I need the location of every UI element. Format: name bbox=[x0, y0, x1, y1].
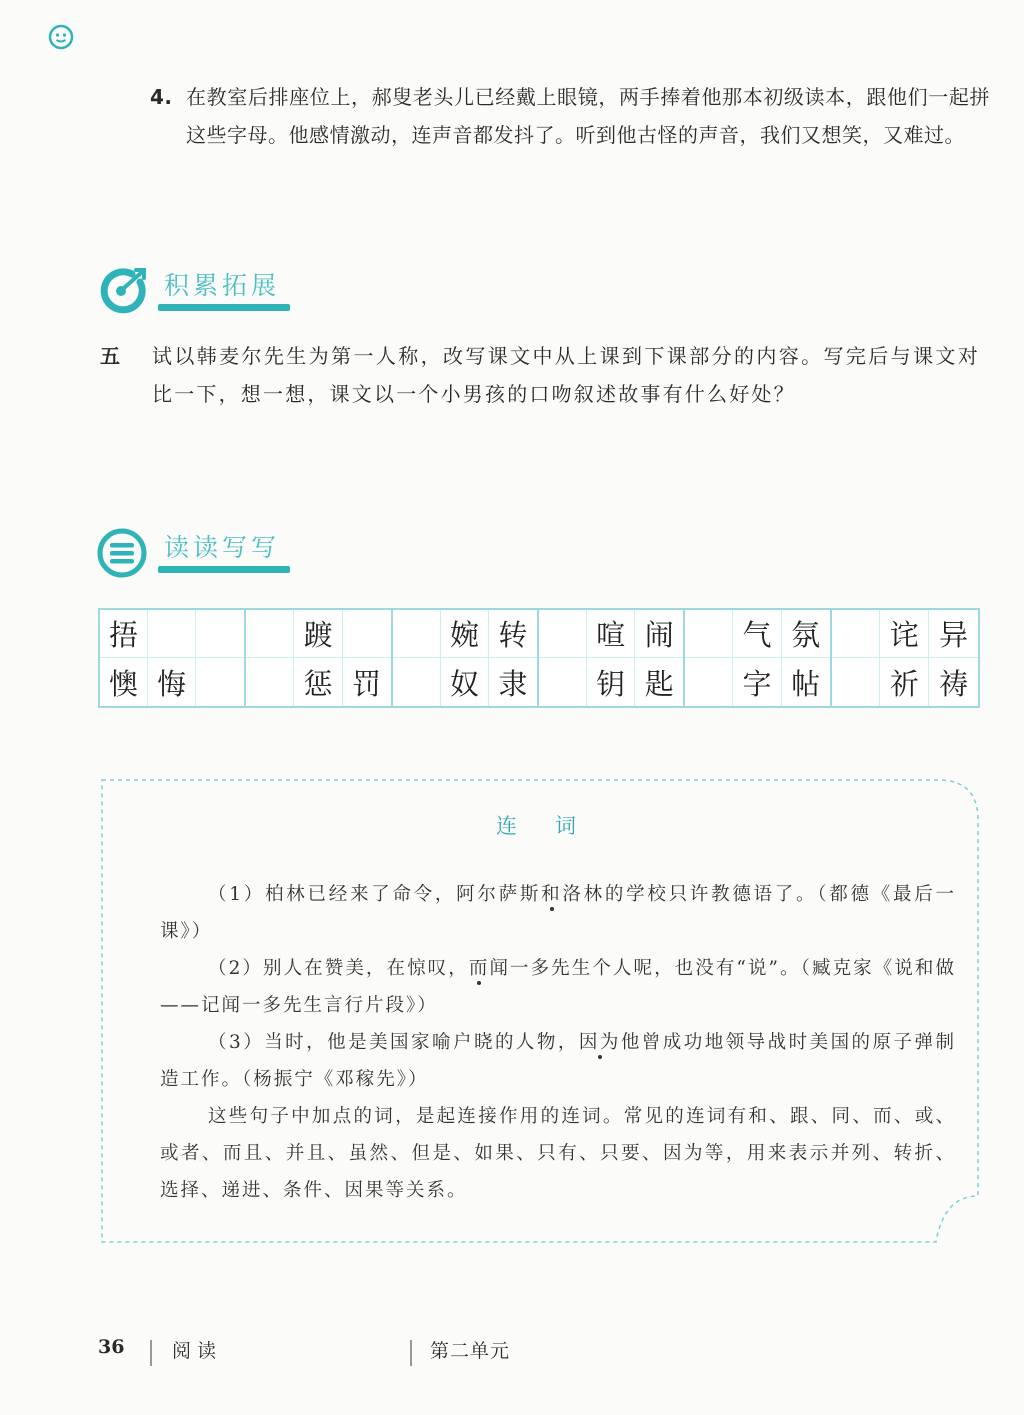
vocab-cell bbox=[246, 658, 294, 706]
vocab-cell bbox=[685, 610, 733, 658]
vocab-cell: 捂 bbox=[100, 610, 148, 658]
list-icon bbox=[96, 526, 150, 580]
vocab-cell: 悔 bbox=[148, 658, 196, 706]
vocab-cell bbox=[393, 658, 441, 706]
vocab-cell: 懊 bbox=[100, 658, 148, 706]
vocab-cell bbox=[539, 658, 587, 706]
section-read-write-title: 读读写写 bbox=[164, 533, 281, 562]
vocab-cell: 氛 bbox=[782, 610, 830, 658]
vocab-cell bbox=[832, 610, 881, 658]
vocab-cell: 踱 bbox=[294, 610, 342, 658]
box-summary bbox=[160, 1098, 956, 1209]
vocab-cell bbox=[343, 610, 391, 658]
vocab-cell: 惩 bbox=[294, 658, 342, 706]
vocab-group bbox=[246, 610, 392, 706]
example-label: （1） bbox=[208, 884, 265, 905]
section-accumulate-icon bbox=[96, 264, 150, 318]
question-5-number: 五 bbox=[100, 344, 123, 368]
vocabulary-grid bbox=[98, 608, 980, 708]
example-text: 当时，他是美国家喻户晓的人物， bbox=[264, 1032, 579, 1053]
example-label: （3） bbox=[208, 1032, 265, 1053]
vocab-cell: 喧 bbox=[587, 610, 635, 658]
vocab-cell bbox=[196, 658, 244, 706]
example-text: 别人在赞美，在惊叹， bbox=[263, 958, 469, 979]
vocab-cell: 气 bbox=[733, 610, 781, 658]
footer-divider bbox=[410, 1340, 412, 1366]
example-2 bbox=[160, 950, 956, 1024]
question-4-number: 4. bbox=[150, 85, 173, 109]
page-number: 36 bbox=[98, 1336, 125, 1358]
vocab-cell: 祷 bbox=[939, 666, 969, 701]
footer-section: 阅读 bbox=[172, 1340, 223, 1362]
vocab-cell: 隶 bbox=[498, 666, 528, 701]
vocab-cell bbox=[246, 610, 294, 658]
vocab-cell bbox=[393, 610, 441, 658]
vocab-cell bbox=[148, 610, 196, 658]
summary-text: 这些句子中加点的词，是起连接作用的连词。常见的连词有和、跟、同、而、或、或者、而且、并且、虽然、但是、如果、只有、只要、因为等，用来表示并列、转折、选择、递进、条件、因果等关系。 bbox=[160, 1106, 956, 1201]
section-header-accumulate bbox=[96, 262, 356, 322]
box-title-char: 连 bbox=[496, 814, 555, 838]
dotted-connective: 而 bbox=[468, 958, 490, 979]
vocab-cell bbox=[685, 658, 733, 706]
vocab-cell: 字 bbox=[733, 658, 781, 706]
vocab-cell bbox=[832, 658, 881, 706]
connectives-info-box bbox=[98, 776, 982, 1246]
question-5-text: 试以韩麦尔先生为第一人称，改写课文中从上课到下课部分的内容。写完后与课文对比一下，想一想，课文以一个小男孩的口吻叙述故事有什么好处？ bbox=[152, 344, 980, 406]
question-5 bbox=[100, 337, 980, 413]
vocab-cell bbox=[196, 610, 244, 658]
box-title bbox=[98, 810, 982, 840]
vocab-cell: 帖 bbox=[791, 666, 821, 701]
vocab-group bbox=[393, 610, 539, 706]
vocab-cell bbox=[539, 610, 587, 658]
vocab-cell: 奴 bbox=[441, 658, 489, 706]
example-text: 洛林的学校只许教德语了。（都德《最后一课》） bbox=[160, 884, 956, 942]
footer-unit: 第二单元 bbox=[430, 1340, 511, 1362]
vocab-group bbox=[685, 610, 831, 706]
example-text: 闻一多先生个人呢，也没有“说”。（臧克家《说和做——记闻一多先生言行片段》） bbox=[160, 958, 956, 1016]
vocab-cell: 祈 bbox=[880, 658, 929, 706]
dotted-connective: 和 bbox=[541, 884, 563, 905]
vocab-group bbox=[832, 610, 978, 706]
vocab-cell: 诧 bbox=[880, 610, 929, 658]
vocab-group bbox=[100, 610, 246, 706]
vocab-cell: 罚 bbox=[352, 666, 382, 701]
vocab-cell: 钥 bbox=[587, 658, 635, 706]
section-header-read-write bbox=[96, 524, 356, 584]
example-label: （2） bbox=[208, 958, 264, 979]
vocab-cell: 匙 bbox=[644, 666, 674, 701]
example-text: 他曾成功地领导战时美国的原子弹制造工作。（杨振宁《邓稼先》） bbox=[160, 1032, 956, 1090]
example-1 bbox=[160, 876, 956, 950]
box-title-char: 词 bbox=[555, 814, 614, 838]
vocab-cell: 异 bbox=[929, 610, 978, 658]
example-text: 柏林已经来了命令，阿尔萨斯 bbox=[265, 884, 542, 905]
example-3 bbox=[160, 1024, 956, 1098]
question-4 bbox=[150, 78, 990, 154]
vocab-cell: 婉 bbox=[441, 610, 489, 658]
section-accumulate-title: 积累拓展 bbox=[164, 271, 281, 300]
section-read-write-underline bbox=[158, 566, 290, 573]
smiley-icon bbox=[48, 24, 74, 50]
vocab-cell: 转 bbox=[489, 610, 537, 658]
vocab-cell: 闹 bbox=[635, 610, 683, 658]
footer-divider bbox=[150, 1340, 152, 1366]
section-accumulate-underline bbox=[158, 304, 290, 311]
vocab-group bbox=[539, 610, 685, 706]
question-4-text: 在教室后排座位上，郝叟老头儿已经戴上眼镜，两手捧着他那本初级读本，跟他们一起拼这些字母。他感情激动，连声音都发抖了。听到他古怪的声音，我们又想笑，又难过。 bbox=[186, 85, 990, 147]
dotted-connective: 因为 bbox=[578, 1032, 621, 1053]
